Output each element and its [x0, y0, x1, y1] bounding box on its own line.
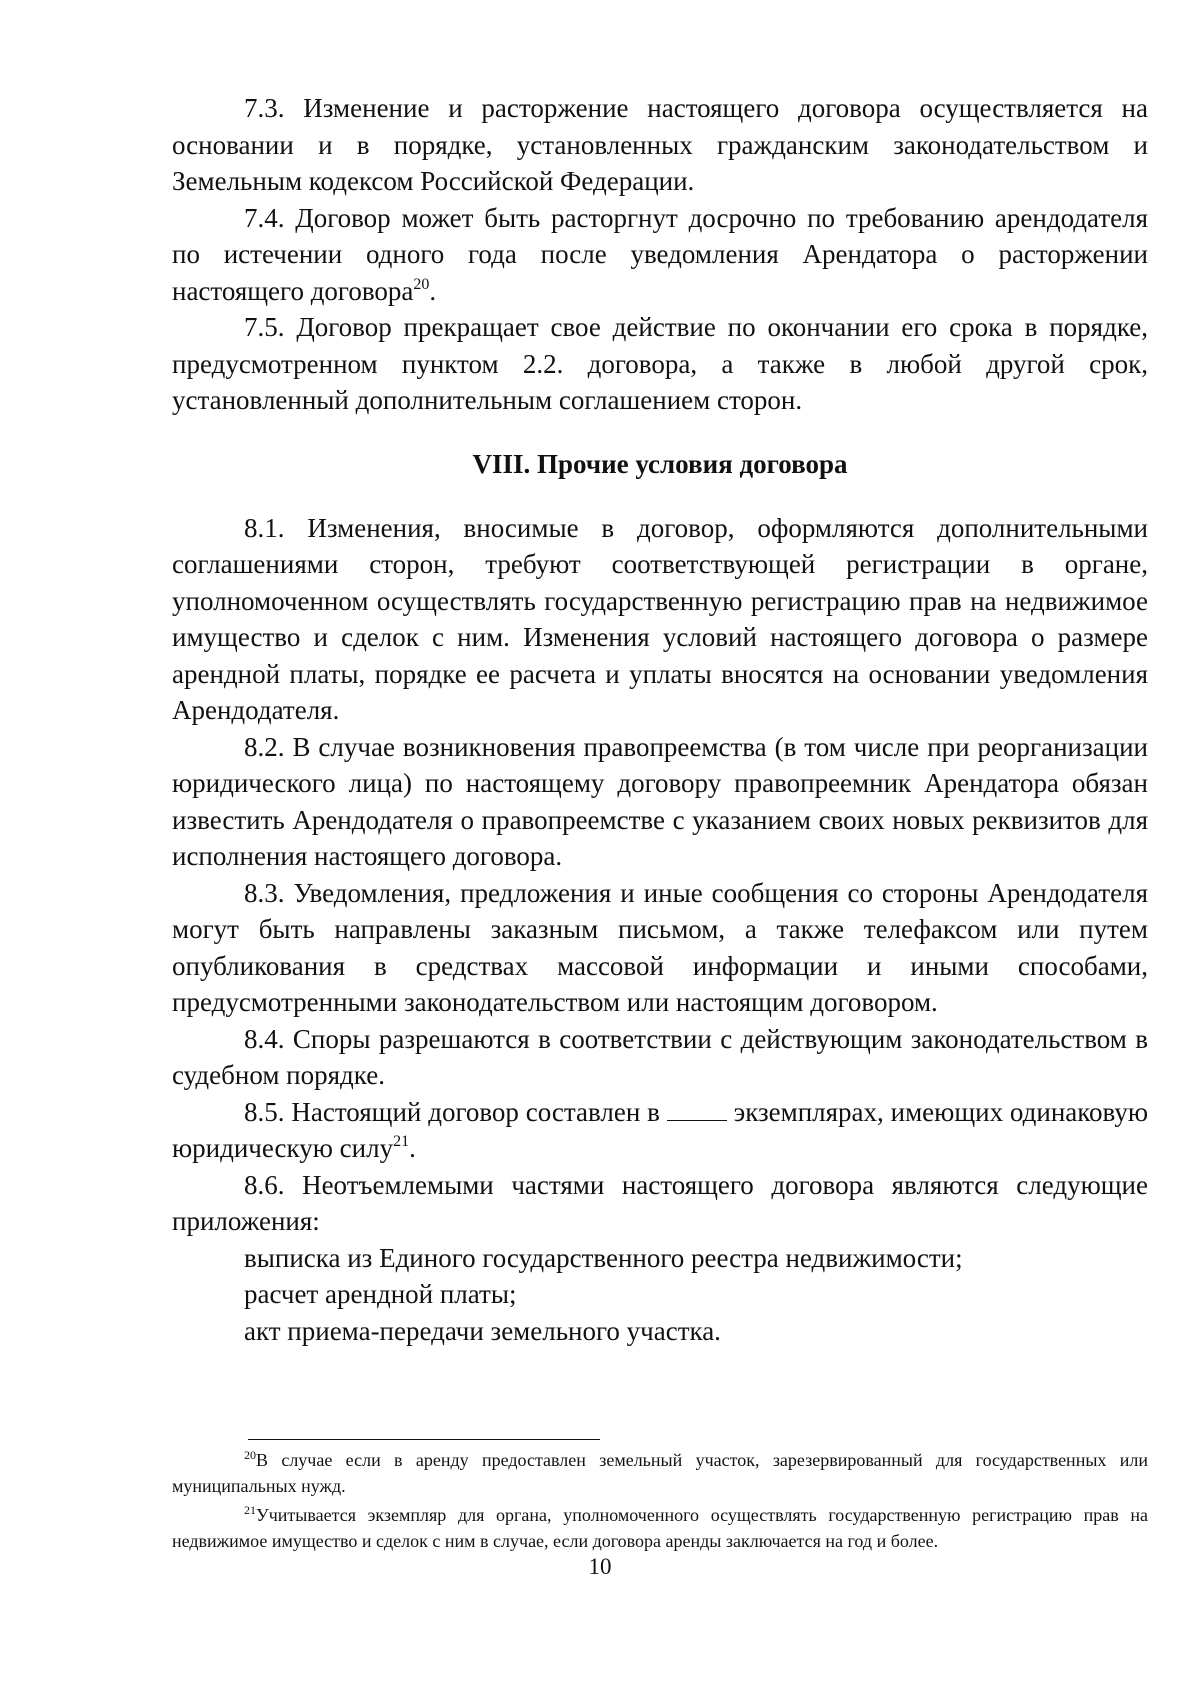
footnote-21-number: 21: [244, 1503, 256, 1517]
clause-8-3-text: 8.3. Уведомления, предложения и иные сообщения со стороны Арендодателя могут быть направлены заказным письмом, а также телефаксом или путем опубликования в средствах массовой информации и иными способами, предусмотренными законодательством или настоящим договором.: [172, 877, 1148, 1017]
clause-7-4-text: 7.4. Договор может быть расторгнут досрочно по требованию арендодателя по истечении одного года после уведомления Арендатора о расторжении настоящего договора: [172, 202, 1148, 306]
spacer: [172, 480, 1148, 510]
annex-item: выписка из Единого государственного реестра недвижимости;: [244, 1242, 963, 1273]
clause-8-3: [172, 875, 1148, 1021]
page-number: 10: [588, 1554, 612, 1579]
clause-7-3-text: 7.3. Изменение и расторжение настоящего договора осуществляется на основании и в порядке, установленных гражданским законодательством и Земельным кодексом Российской Федерации.: [172, 93, 1148, 196]
footnote-ref-20[interactable]: 20: [413, 275, 430, 293]
footnote-20: [172, 1447, 1148, 1499]
spacer: [172, 419, 1148, 449]
clause-8-4: [172, 1021, 1148, 1094]
clause-8-6-text: 8.6. Неотъемлемыми частями настоящего договора являются следующие приложения:: [172, 1169, 1148, 1236]
clause-7-4: [172, 200, 1148, 310]
clause-8-2-text: 8.2. В случае возникновения правопреемства (в том числе при реорганизации юридического лица) по настоящему договору правопреемник Арендатора обязан известить Арендодателя о правопреемстве с указанием своих новых реквизитов для исполнения настоящего договора.: [172, 731, 1148, 871]
clause-8-2: [172, 729, 1148, 875]
footnote-20-number: 20: [244, 1448, 256, 1462]
document-page: [172, 0, 1148, 1349]
annex-item: расчет арендной платы;: [244, 1279, 517, 1309]
footnote-20-text: В случае если в аренду предоставлен земельный участок, зарезервированный для государственных или муниципальных нужд.: [172, 1450, 1148, 1496]
clause-7-4-end: .: [429, 275, 437, 306]
clause-8-5-end: .: [409, 1133, 416, 1163]
clause-7-5: [172, 309, 1148, 419]
annex-item: акт приема-передачи земельного участка.: [244, 1315, 721, 1346]
section-8-heading: VIII. Прочие условия договора: [472, 448, 848, 479]
clause-8-6: [172, 1167, 1148, 1240]
clause-7-5-text: 7.5. Договор прекращает свое действие по окончании его срока в порядке, предусмотренном пунктом 2.2. договора, а также в любой другой срок, установленный дополнительным соглашением сторон.: [172, 312, 1148, 415]
footnote-separator: [248, 1439, 600, 1440]
footnote-21-text: Учитывается экземпляр для органа, уполномоченного осуществлять государственную регистрацию прав на недвижимое имущество и сделок с ним в случае, если договора аренды заключается на год и более.: [172, 1505, 1148, 1551]
clause-8-5: [172, 1094, 1148, 1167]
copies-count-blank[interactable]: [667, 1098, 727, 1121]
top-margin: [172, 0, 1148, 90]
footnote-ref-21[interactable]: 21: [393, 1133, 410, 1150]
clause-8-5-start: 8.5. Настоящий договор составлен в: [244, 1096, 660, 1127]
footnotes: [172, 1447, 1148, 1557]
clause-8-1: [172, 510, 1148, 729]
clause-8-4-text: 8.4. Споры разрешаются в соответствии с действующим законодательством в судебном порядке.: [172, 1023, 1148, 1090]
clause-7-3: [172, 90, 1148, 200]
clause-8-1-text: 8.1. Изменения, вносимые в договор, оформляются дополнительными соглашениями сторон, требуют соответствующей регистрации в органе, уполномоченном осуществлять государственную регистрацию прав на недвижимое имущество и сделок с ним. Изменения условий настоящего договора о размере арендной платы, порядке ее расчета и уплаты вносятся на основании уведомления Арендодателя.: [172, 512, 1148, 725]
clause-8-5-mid: экземплярах, имеющих одинаковую юридическую силу: [172, 1096, 1148, 1163]
footnote-21: [172, 1502, 1148, 1554]
